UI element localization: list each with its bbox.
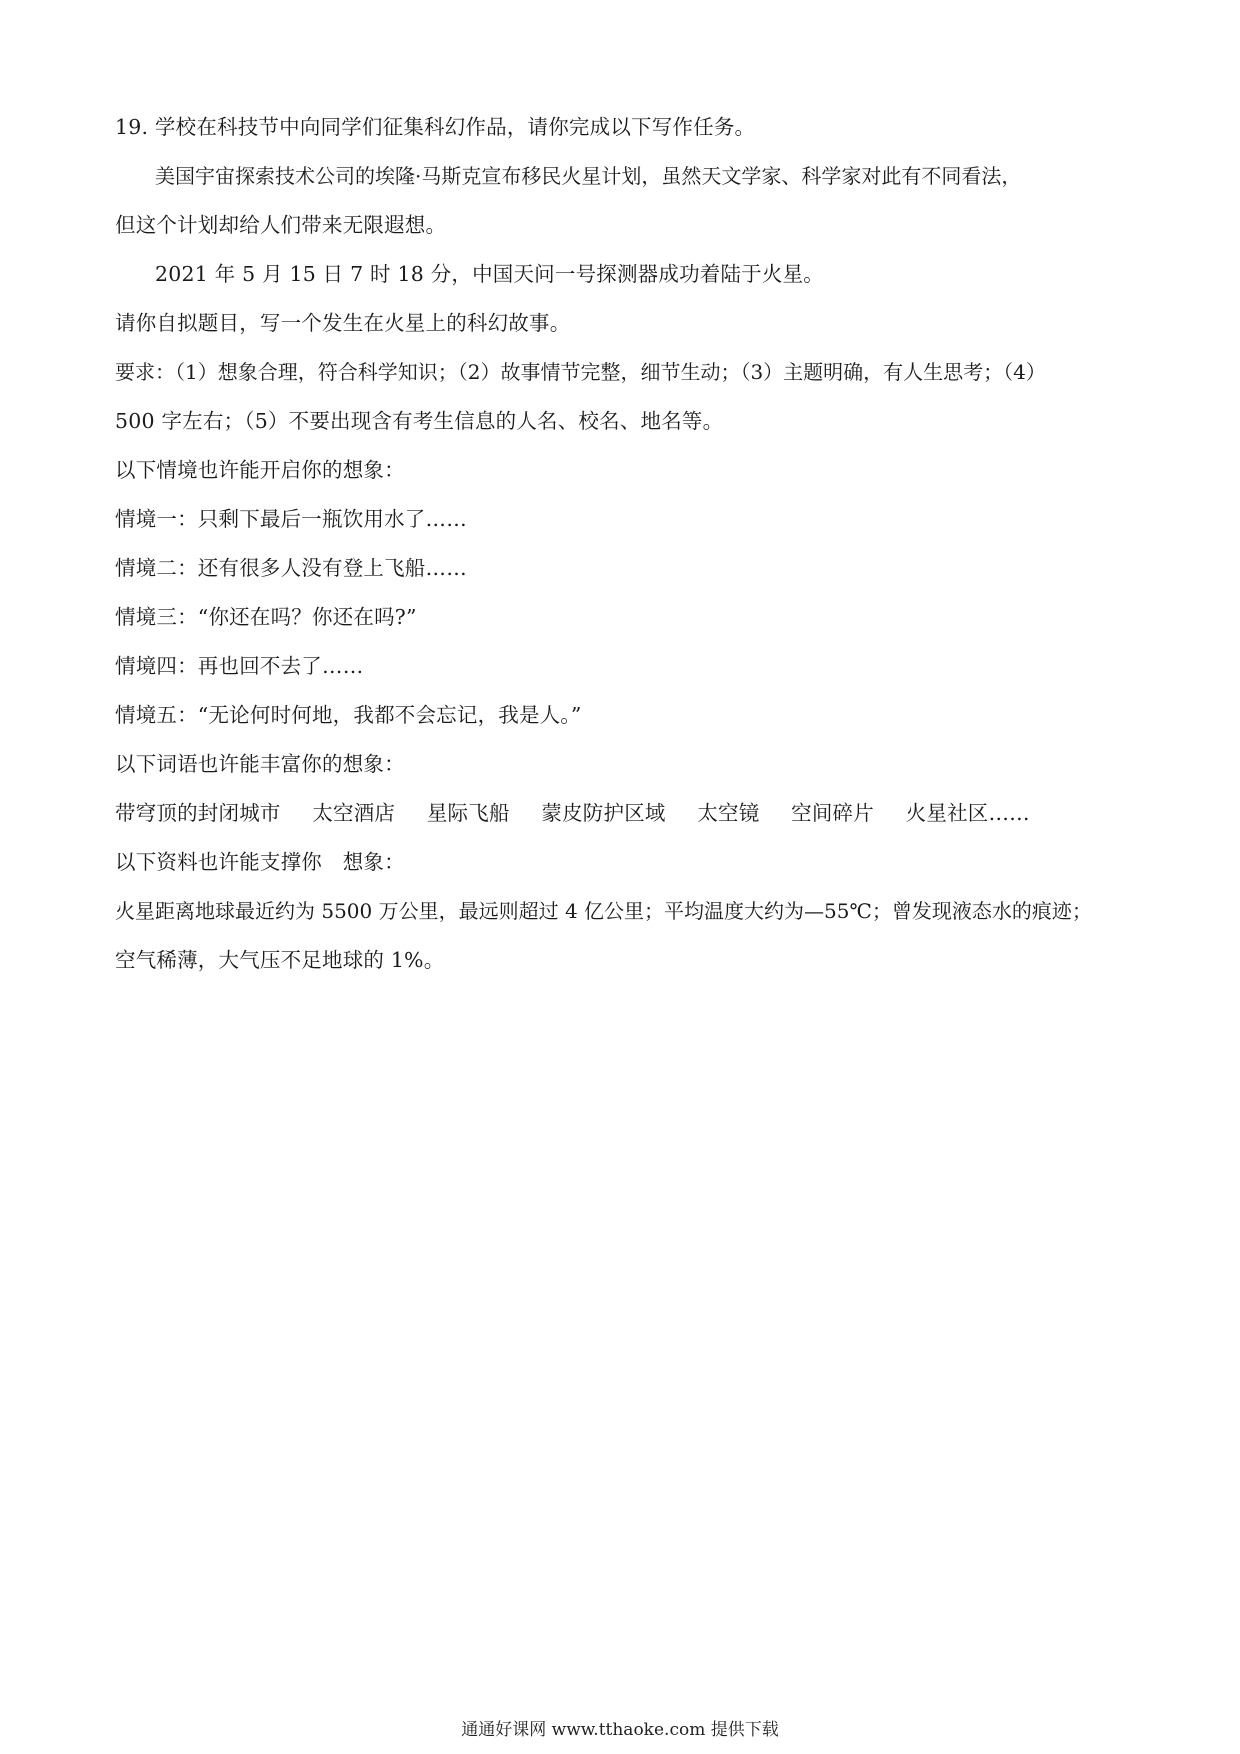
writing-task: 请你自拟题目，写一个发生在火星上的科幻故事。 bbox=[115, 311, 571, 335]
requirements-line-2: 500 字左右；（5）不要出现含有考生信息的人名、校名、地名等。 bbox=[115, 409, 724, 433]
background-paragraph-1-continued: 但这个计划却给人们带来无限遐想。 bbox=[115, 213, 447, 237]
scenario-item: 情境二：还有很多人没有登上飞船…… bbox=[115, 556, 467, 580]
requirements-line-1: 要求：（1）想象合理，符合科学知识；（2）故事情节完整，细节生动；（3）主题明确，有人生思考；（4） bbox=[115, 360, 1046, 384]
page-footer: 通通好课网 www.tthaoke.com 提供下载 bbox=[461, 1720, 779, 1740]
facts-line-2: 空气稀薄，大气压不足地球的 1%。 bbox=[115, 948, 445, 972]
vocab-item: 空间碎片 bbox=[791, 801, 874, 825]
scenario-item: 情境一：只剩下最后一瓶饮用水了…… bbox=[115, 507, 467, 531]
scenario-item: 情境五：“无论何时何地，我都不会忘记，我是人。” bbox=[115, 703, 582, 727]
vocab-list bbox=[115, 789, 1135, 838]
question-block bbox=[115, 103, 1135, 985]
vocab-item: 星际飞船 bbox=[426, 801, 510, 825]
vocab-item: 太空酒店 bbox=[312, 801, 396, 825]
scenario-item: 情境三：“你还在吗？你还在吗?” bbox=[115, 605, 417, 629]
facts-intro: 以下资料也许能支撑你 想象： bbox=[115, 850, 405, 874]
scenario-intro: 以下情境也许能开启你的想象： bbox=[115, 458, 405, 482]
vocab-intro: 以下词语也许能丰富你的想象： bbox=[115, 752, 405, 776]
vocab-item: 火星社区…… bbox=[905, 801, 1030, 825]
question-heading: 19. 学校在科技节中向同学们征集科幻作品，请你完成以下写作任务。 bbox=[115, 115, 756, 139]
vocab-item: 带穹顶的封闭城市 bbox=[115, 801, 281, 825]
vocab-item: 蒙皮防护区域 bbox=[541, 801, 666, 825]
background-paragraph-2: 2021 年 5 月 15 日 7 时 18 分，中国天问一号探测器成功着陆于火星。 bbox=[155, 262, 824, 286]
facts-line-1: 火星距离地球最近约为 5500 万公里，最远则超过 4 亿公里；平均温度大约为—55℃；曾发现液态水的痕迹； bbox=[115, 899, 1092, 923]
background-paragraph-1: 美国宇宙探索技术公司的埃隆·马斯克宣布移民火星计划，虽然天文学家、科学家对此有不同看法， bbox=[155, 164, 1022, 188]
scenario-item: 情境四：再也回不去了…… bbox=[115, 654, 364, 678]
vocab-item: 太空镜 bbox=[697, 801, 760, 825]
